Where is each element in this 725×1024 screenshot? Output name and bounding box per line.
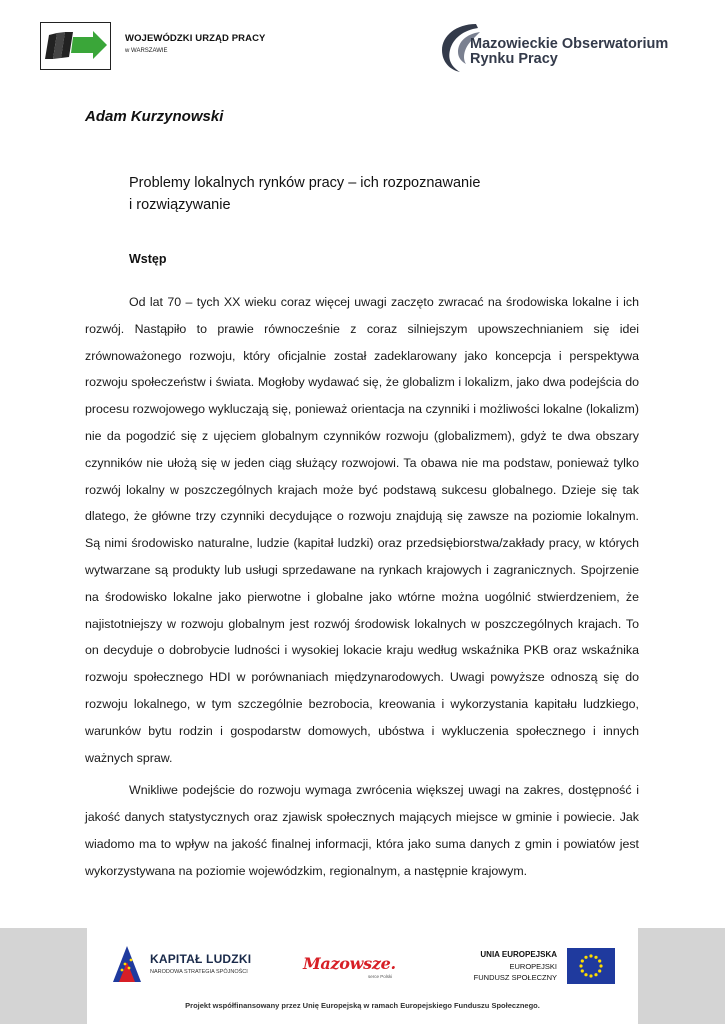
document-title — [129, 172, 549, 216]
footer-margin-right — [638, 928, 725, 1024]
body-text — [85, 289, 639, 885]
footer — [0, 928, 725, 1024]
mor-line2: Rynku Pracy — [470, 51, 558, 67]
mazowsze-tagline: serce Polski — [368, 974, 393, 979]
title-line1: Problemy lokalnych rynków pracy – ich rozpoznawanie — [129, 175, 481, 191]
footer-cofinancing-note: Projekt współfinansowany przez Unię Europejską w ramach Europejskiego Funduszu Społecznego. — [185, 1001, 540, 1010]
wup-subtitle: w WARSZAWIE — [125, 48, 168, 54]
mazowsze-logo: Mazowsze. — [303, 954, 396, 973]
mor-line1: Mazowieckie Obserwatorium — [470, 36, 669, 52]
footer-logo-strip — [87, 928, 638, 1024]
footer-margin-left — [0, 928, 87, 1024]
author-name: Adam Kurzynowski — [85, 108, 224, 125]
wup-title: WOJEWÓDZKI URZĄD PRACY — [125, 33, 266, 44]
title-line2: i rozwiązywanie — [129, 197, 231, 213]
wup-name — [125, 33, 265, 54]
paragraph: Od lat 70 – tych XX wieku coraz więcej uwagi zaczęto zwracać na środowiska lokalne i ich rozwój. Nastąpiło to prawie równocześnie z coraz silniejszym upowszechnianiem się idei zrównoważonego rozwoju, który oficjalnie został zadeklarowany jako koncepcja i perspektywa rozwoju społeczeństw i świata. Mogłoby wydawać się, że globalizm i lokalizm, jako dwa podejścia do procesu rozwojowego wykluczają się, ponieważ orientacja na czynniki i możliwości lokalne (lokalizm) nie da pogodzić się z ujęciem globalnym czynników rozwoju (globalizmem), gdyż te dwa obszary czynników nie ułożą się w jeden ciąg służący rozwojowi. Ta obawa nie ma podstaw, ponieważ tylko rozwój lokalny w poszczególnych krajach może być podstawą sukcesu globalnego. Dzieje się tak dlatego, że główne trzy czynniki decydujące o rozwoju znajdują się zawsze na poziomie lokalnym. Są nimi środowisko naturalne, ludzie (kapitał ludzki) oraz przedsiębiorstwa/zakłady pracy, w których wytwarzane są produkty lub usługi sprzedawane na rynkach krajowych i zagranicznych. Spojrzenie na środowisko lokalne jako pierwotne i globalne jako wtórne można uogólnić stwierdzeniem, że najistotniejszy w rozwoju globalnym jest rozwój środowisk lokalnych w poszczególnych krajach. To on decyduje o dobrobycie ludności i wysokiej lokacie kraju według wskaźnika PKB oraz wskaźnika rozwoju społecznego HDI w porównaniach międzynarodowych. Uwagi powyższe odnoszą się do rozwoju lokalnego, w tym szczególnie bezrobocia, kreowania i wykorzystania kapitału ludzkiego, warunków bytu rodzin i gospodarstw domowych, ubóstwa i wykluczenia społecznego i innych ważnych spraw. — [85, 295, 639, 765]
eu-line3: FUNDUSZ SPOŁECZNY — [473, 973, 557, 982]
wup-logo — [40, 22, 111, 70]
paragraph: Wnikliwe podejście do rozwoju wymaga zwrócenia większej uwagi na zakres, dostępność i jakość danych statystycznych oraz zjawisk społecznych mających miejsce w gminie i powiecie. Jak wiadomo ma to wpływ na jakość finalnej informacji, która jako suma danych z gmin i powiatów jest wykorzystywana na poziomie wojewódzkim, regionalnym, a następnie krajowym. — [85, 783, 639, 878]
eu-line2: EUROPEJSKI — [509, 962, 557, 971]
kapital-ludzki-title: KAPITAŁ LUDZKI — [150, 952, 252, 966]
kapital-ludzki-emblem — [109, 942, 145, 986]
eu-flag-icon — [567, 948, 615, 984]
section-heading: Wstęp — [129, 252, 167, 266]
eu-line1: UNIA EUROPEJSKA — [480, 950, 557, 959]
eu-text — [442, 950, 557, 982]
kapital-ludzki-subtitle: NARODOWA STRATEGIA SPÓJNOŚCI — [150, 969, 248, 975]
mor-name — [470, 37, 668, 67]
